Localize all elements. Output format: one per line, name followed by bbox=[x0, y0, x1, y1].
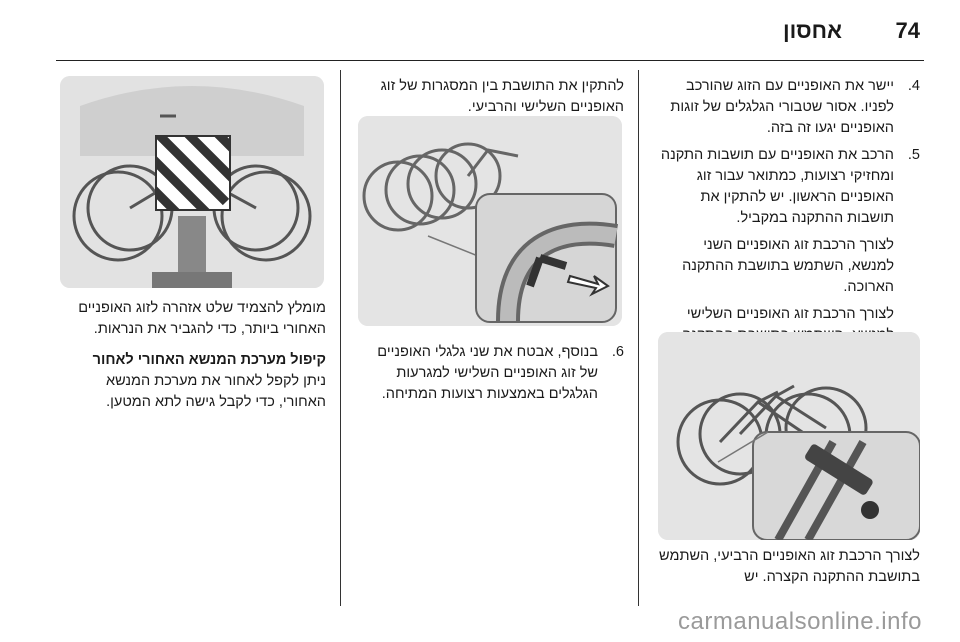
figure-bike-carrier-bracket bbox=[658, 332, 920, 540]
strap-illustration bbox=[358, 116, 622, 326]
right-column bbox=[656, 76, 920, 367]
step-6 bbox=[356, 342, 624, 405]
figure-warning-sign bbox=[60, 76, 324, 288]
step-4 bbox=[656, 76, 920, 139]
column-divider-left bbox=[340, 70, 341, 606]
continuation-paragraph: להתקין את התושבת בין המסגרות של זוג האופניים השלישי והרביעי. bbox=[380, 78, 624, 115]
right-column-bottom bbox=[656, 546, 920, 588]
step-text: בנוסף, אבטח את שני גלגלי האופניים של זוג האופניים השלישי למגרעות הגלגלים באמצעות רצועות המתיחה. bbox=[377, 344, 598, 402]
column-divider-right bbox=[638, 70, 639, 606]
left-column bbox=[56, 298, 326, 413]
step-number: 4. bbox=[907, 78, 920, 94]
step-5 bbox=[656, 145, 920, 229]
step-number: 5. bbox=[907, 147, 920, 163]
step-text: יישר את האופניים עם הזוג שהורכב לפניו. אסור שטבורי הגלגלים של זוגות האופניים יגעו זה בזה. bbox=[670, 78, 894, 136]
step-number: 6. bbox=[611, 344, 624, 360]
sub-paragraph: לצורך הרכבת זוג האופניים השני למנשא, השתמש בתושבת ההתקנה הארוכה. bbox=[682, 237, 894, 295]
page-header bbox=[0, 0, 960, 60]
middle-column-bottom bbox=[356, 342, 624, 405]
middle-column bbox=[356, 76, 624, 118]
warning-sign-illustration bbox=[60, 76, 324, 288]
header-rule bbox=[56, 60, 924, 61]
sub-paragraph: לצורך הרכבת זוג האופניים השלישי bbox=[686, 306, 894, 322]
fold-paragraph: ניתן לקפל לאחור את מערכת המנשא האחורי, כדי לקבל גישה לתא המטען. bbox=[105, 373, 326, 410]
figure-strap-tightening bbox=[358, 116, 622, 326]
watermark: carmanualsonline.info bbox=[678, 608, 922, 635]
page-number: 74 bbox=[895, 18, 920, 43]
section-title: אחסון bbox=[782, 18, 842, 43]
sub-paragraph: לצורך הרכבת זוג האופניים הרביעי, השתמש בתושבת ההתקנה הקצרה. יש bbox=[659, 548, 920, 585]
bike-bracket-illustration bbox=[658, 332, 920, 540]
warning-paragraph: מומלץ להצמיד שלט אזהרה לזוג האופניים האחורי ביותר, כדי להגביר את הנראות. bbox=[78, 300, 326, 337]
step-text: הרכב את האופניים עם תושבות התקנה ומחזיקי רצועות, כמתואר עבור זוג האופניים הראשון. יש להתקין את תושבות ההתקנה במקביל. bbox=[660, 147, 894, 226]
subsection-heading: קיפול מערכת המנשא האחורי לאחור bbox=[92, 352, 326, 368]
